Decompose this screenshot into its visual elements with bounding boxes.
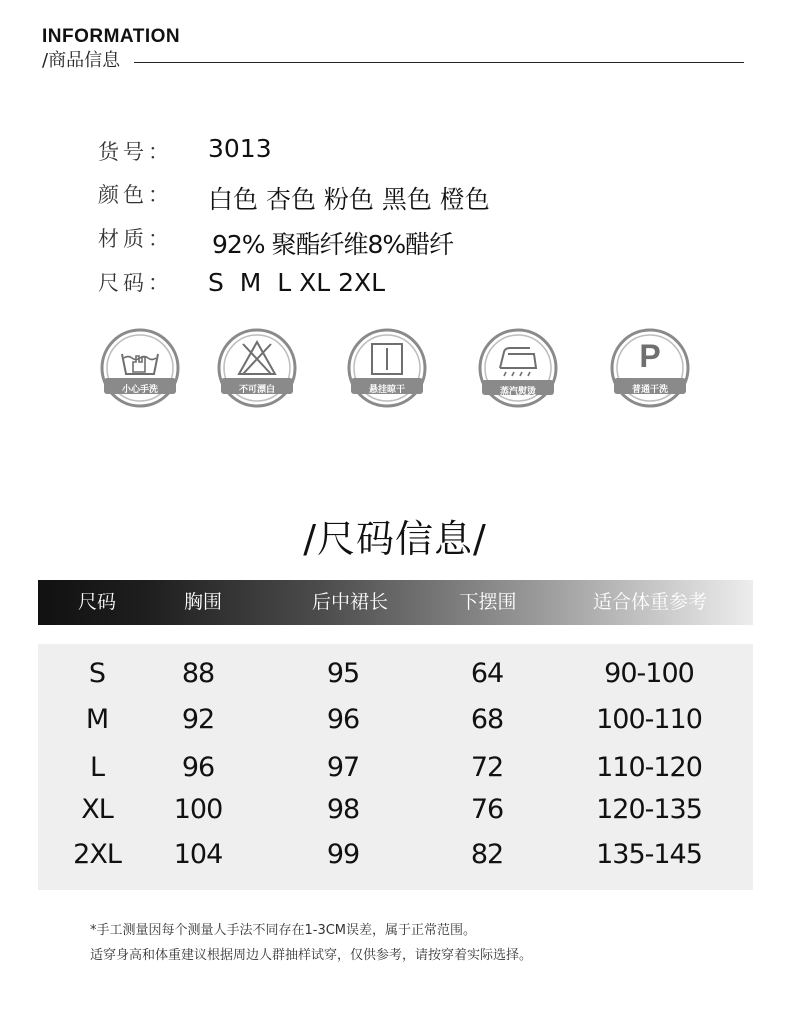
hang-dry-icon (347, 328, 427, 408)
info-label: 材质： (98, 227, 173, 251)
table-cell: 98 (326, 794, 360, 825)
info-value: 白色 杏色 粉色 黑色 橙色 (208, 185, 490, 214)
table-cell: XL (81, 794, 113, 825)
table-header-size: 尺码 (77, 591, 117, 613)
info-value: 92% 聚酯纤维8%醋纤 (212, 230, 454, 259)
care-label: 悬挂晾干 (368, 385, 405, 395)
size-section-title: /尺码信息/ (303, 517, 487, 561)
table-cell: 96 (326, 704, 360, 735)
table-header-weight: 适合体重参考 (592, 591, 708, 613)
table-cell: 2XL (73, 839, 121, 870)
table-cell: 76 (470, 794, 504, 825)
care-label: 普通干洗 (631, 385, 668, 395)
care-label: 不可漂白 (238, 385, 275, 395)
info-label: 货号： (98, 140, 173, 164)
size-table-body (38, 644, 753, 890)
info-label: 颜色： (98, 183, 173, 207)
size-table-header (38, 580, 753, 625)
table-cell: 90-100 (604, 658, 694, 689)
table-cell: 99 (326, 839, 360, 870)
table-cell: M (85, 704, 109, 735)
care-label: 小心手洗 (121, 385, 158, 395)
table-cell: L (89, 752, 105, 783)
dry-clean-symbol: P (639, 338, 661, 374)
header-cn-row (42, 50, 744, 72)
dry-clean-icon (610, 328, 690, 408)
table-cell: 95 (326, 658, 360, 689)
table-cell: S (88, 658, 106, 689)
info-value: 3013 (208, 134, 272, 163)
hand-wash-icon (100, 328, 180, 408)
table-cell: 96 (181, 752, 215, 783)
table-cell: 135-145 (596, 839, 702, 870)
measurement-notes (90, 918, 532, 968)
table-cell: 100 (173, 794, 223, 825)
page-header (42, 26, 744, 72)
table-cell: 72 (470, 752, 504, 783)
table-cell: 68 (470, 704, 504, 735)
table-cell: 104 (173, 839, 223, 870)
info-value: S M L XL 2XL (208, 268, 386, 297)
table-header-length: 后中裙长 (311, 591, 389, 613)
note-line: 适穿身高和体重建议根据周边人群抽样试穿，仅供参考，请按穿着实际选择。 (90, 948, 533, 963)
steam-iron-icon (478, 328, 558, 408)
header-title-cn: /商品信息 (42, 50, 121, 71)
care-icons (0, 328, 790, 408)
table-cell: 110-120 (596, 752, 702, 783)
table-cell: 64 (470, 658, 504, 689)
header-divider (134, 62, 744, 63)
table-cell: 92 (181, 704, 215, 735)
table-cell: 82 (470, 839, 504, 870)
info-label: 尺码： (98, 271, 173, 295)
care-label: 蒸汽熨烫 (499, 387, 536, 397)
table-cell: 88 (181, 658, 215, 689)
table-cell: 97 (326, 752, 360, 783)
no-bleach-icon (217, 328, 297, 408)
note-line: *手工测量因每个测量人手法不同存在1-3CM误差，属于正常范围。 (90, 923, 477, 938)
table-header-hem: 下摆围 (459, 591, 517, 613)
table-cell: 100-110 (596, 704, 702, 735)
table-cell: 120-135 (596, 794, 702, 825)
header-title-en: INFORMATION (42, 26, 181, 47)
table-header-bust: 胸围 (183, 591, 223, 613)
